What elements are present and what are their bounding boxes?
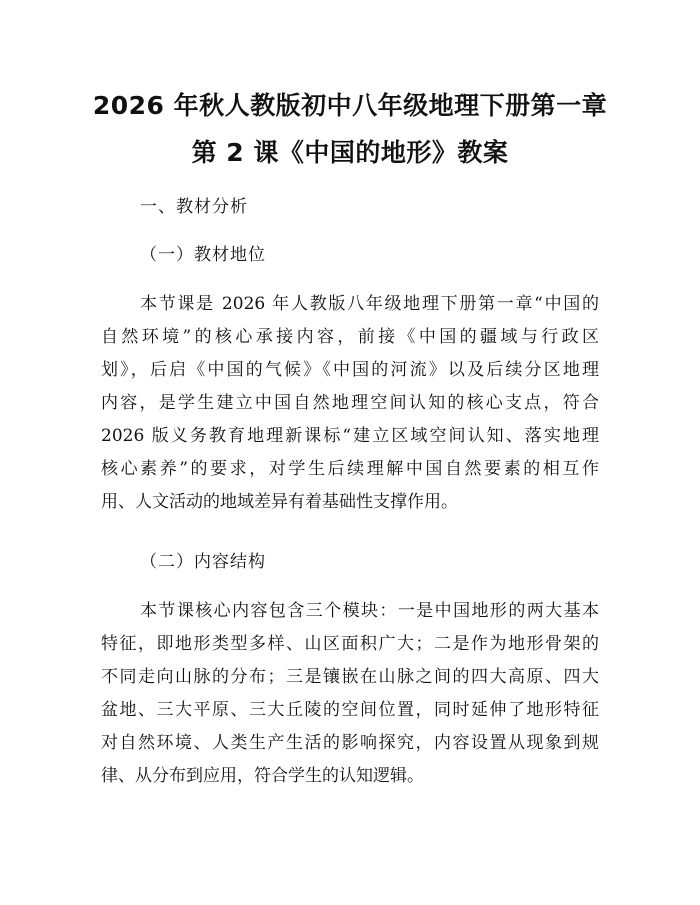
paragraph-line: 2026 版义务教育地理新课标“建立区域空间认知、落实地理 [101, 426, 599, 446]
paragraph-line: 本节课核心内容包含三个模块：一是中国地形的两大基本 [140, 601, 599, 621]
paragraph-line: 核心素养”的要求，对学生后续理解中国自然要素的相互作 [101, 459, 599, 479]
paragraph-line-last: 用、人文活动的地域差异有着基础性支撑作用。 [101, 492, 458, 512]
paragraph-line: 对自然环境、人类生产生活的影响探究，内容设置从现象到规 [101, 733, 599, 753]
paragraph-line-last: 律、从分布到应用，符合学生的认知逻辑。 [101, 766, 424, 786]
paragraph-line: 内容，是学生建立中国自然地理空间认知的核心支点，符合 [101, 393, 599, 413]
paragraph-line: 不同走向山脉的分布；三是镶嵌在山脉之间的四大高原、四大 [101, 667, 599, 687]
document-title-line-2: 第 2 课《中国的地形》教案 [191, 138, 509, 167]
document-title-line-1: 2026 年秋人教版初中八年级地理下册第一章 [92, 91, 608, 120]
paragraph-line: 自然环境”的核心承接内容，前接《中国的疆域与行政区 [101, 327, 599, 347]
subsection-heading-position: （一）教材地位 [140, 245, 266, 265]
subsection-heading-structure: （二）内容结构 [140, 552, 266, 572]
section-heading: 一、教材分析 [140, 197, 248, 217]
paragraph-line: 盆地、三大平原、三大丘陵的空间位置，同时延伸了地形特征 [101, 700, 599, 720]
paragraph-line: 本节课是 2026 年人教版八年级地理下册第一章“中国的 [140, 294, 599, 314]
paragraph-line: 划》，后启《中国的气候》《中国的河流》以及后续分区地理 [101, 360, 599, 380]
paragraph-line: 特征，即地形类型多样、山区面积广大；二是作为地形骨架的 [101, 634, 599, 654]
